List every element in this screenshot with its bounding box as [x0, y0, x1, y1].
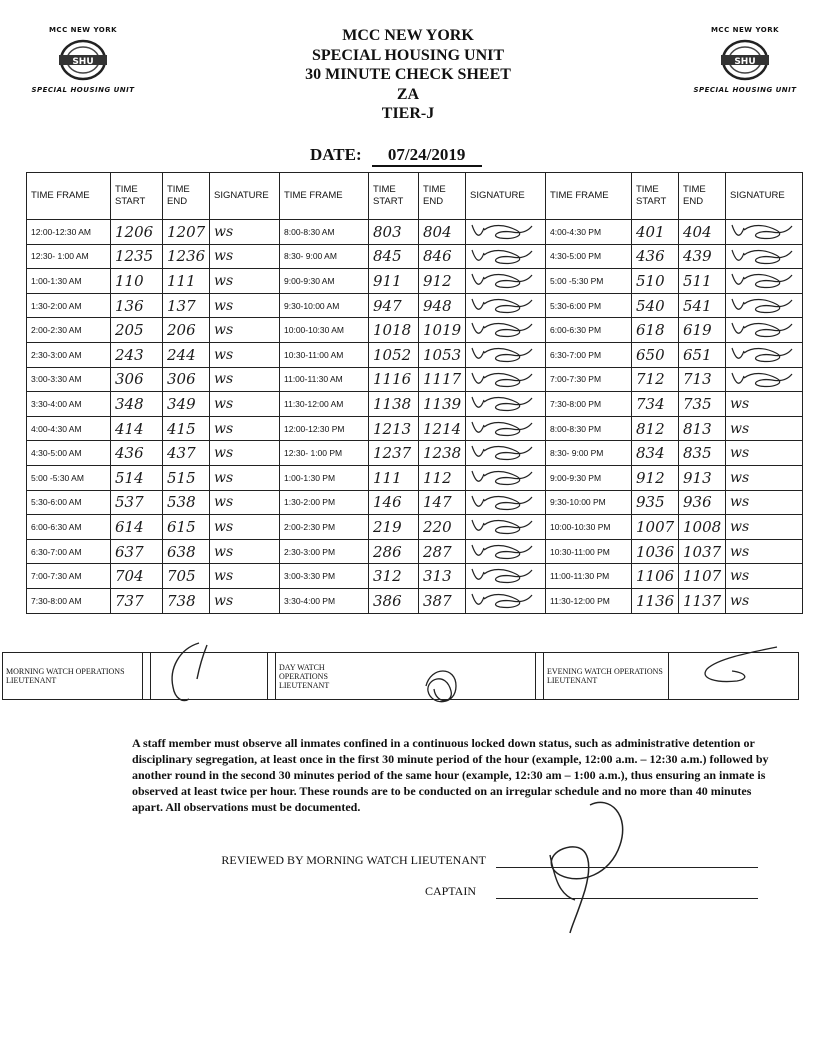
column-header: TIME FRAME: [546, 173, 632, 220]
signature-scribble-icon: [416, 661, 466, 711]
time-start-cell: 286: [369, 539, 419, 564]
column-header: SIGNATURE: [210, 173, 280, 220]
signature-scribble-icon: [470, 419, 536, 439]
signature-cell: [466, 564, 546, 589]
table-row: [27, 564, 803, 589]
signature-cell: [466, 465, 546, 490]
time-end-cell: 913: [679, 465, 726, 490]
time-frame-cell: 7:00-7:30 AM: [27, 564, 111, 589]
signature-scribble-icon: [470, 320, 536, 340]
time-frame-cell: 9:00-9:30 AM: [280, 269, 369, 294]
logo-top-text: MCC NEW YORK: [48, 26, 118, 34]
column-header: TIME END: [679, 173, 726, 220]
time-end-cell: 541: [679, 293, 726, 318]
time-end-cell: 1139: [419, 392, 466, 417]
time-start-cell: 947: [369, 293, 419, 318]
time-end-cell: 511: [679, 269, 726, 294]
signature-scribble-icon: [730, 345, 796, 365]
signature-cell: [726, 367, 803, 392]
signature-cell: ws: [726, 416, 803, 441]
signature-cell: ws: [726, 465, 803, 490]
time-start-cell: 912: [632, 465, 679, 490]
signature-cell: ws: [210, 564, 280, 589]
time-start-cell: 436: [632, 244, 679, 269]
time-start-cell: 312: [369, 564, 419, 589]
time-frame-cell: 3:30-4:00 AM: [27, 392, 111, 417]
time-start-cell: 1018: [369, 318, 419, 343]
signature-cell: [466, 293, 546, 318]
evening-watch-label: EVENING WATCH OPERATIONS LIEUTENANT: [544, 653, 669, 700]
time-frame-cell: 4:00-4:30 AM: [27, 416, 111, 441]
signature-scribble-icon: [730, 370, 796, 390]
time-end-cell: 1236: [163, 244, 210, 269]
signature-cell: ws: [210, 588, 280, 613]
time-frame-cell: 7:30-8:00 AM: [27, 588, 111, 613]
signature-scribble-icon: [470, 542, 536, 562]
date-label: DATE:: [310, 145, 362, 164]
signature-cell: ws: [210, 515, 280, 540]
time-start-cell: 436: [111, 441, 163, 466]
signature-cell: ws: [210, 392, 280, 417]
time-end-cell: 1137: [679, 588, 726, 613]
time-frame-cell: 5:30-6:00 PM: [546, 293, 632, 318]
time-frame-cell: 10:30-11:00 AM: [280, 342, 369, 367]
time-end-cell: 538: [163, 490, 210, 515]
evening-lieutenant-signature: [669, 653, 799, 700]
logo-bottom-text: SPECIAL HOUSING UNIT: [31, 86, 135, 94]
time-end-cell: 1019: [419, 318, 466, 343]
time-start-cell: 510: [632, 269, 679, 294]
lieutenant-signature-scribble-icon: [530, 795, 640, 935]
time-end-cell: 705: [163, 564, 210, 589]
signature-scribble-icon: [470, 222, 536, 242]
signature-cell: [726, 318, 803, 343]
time-frame-cell: 6:30-7:00 AM: [27, 539, 111, 564]
table-row: [27, 293, 803, 318]
column-header: TIME START: [111, 173, 163, 220]
time-frame-cell: 4:30-5:00 PM: [546, 244, 632, 269]
signature-scribble-icon: [159, 639, 219, 709]
time-end-cell: 415: [163, 416, 210, 441]
signature-cell: ws: [210, 318, 280, 343]
time-start-cell: 650: [632, 342, 679, 367]
column-header: TIME START: [369, 173, 419, 220]
column-header: SIGNATURE: [466, 173, 546, 220]
time-frame-cell: 9:30-10:00 PM: [546, 490, 632, 515]
time-start-cell: 834: [632, 441, 679, 466]
column-header: SIGNATURE: [726, 173, 803, 220]
signature-cell: [726, 220, 803, 245]
time-frame-cell: 7:00-7:30 PM: [546, 367, 632, 392]
time-start-cell: 1213: [369, 416, 419, 441]
signature-cell: [466, 244, 546, 269]
signature-scribble-icon: [730, 320, 796, 340]
signature-scribble-icon: [730, 247, 796, 267]
time-start-cell: 614: [111, 515, 163, 540]
table-row: [27, 515, 803, 540]
time-start-cell: 1138: [369, 392, 419, 417]
signature-cell: ws: [726, 490, 803, 515]
time-frame-cell: 11:30-12:00 AM: [280, 392, 369, 417]
reviewed-by-label: REVIEWED BY MORNING WATCH LIEUTENANT: [221, 853, 486, 867]
time-end-cell: 1117: [419, 367, 466, 392]
column-header: TIME END: [419, 173, 466, 220]
signature-scribble-icon: [470, 345, 536, 365]
shu-logo-left: [28, 26, 138, 94]
time-start-cell: 514: [111, 465, 163, 490]
signature-cell: ws: [210, 269, 280, 294]
time-start-cell: 1052: [369, 342, 419, 367]
time-end-cell: 244: [163, 342, 210, 367]
signature-cell: ws: [210, 416, 280, 441]
time-start-cell: 1007: [632, 515, 679, 540]
signature-scribble-icon: [470, 370, 536, 390]
time-frame-cell: 10:00-10:30 PM: [546, 515, 632, 540]
signature-cell: ws: [210, 539, 280, 564]
table-row: [27, 490, 803, 515]
signature-cell: [726, 269, 803, 294]
time-start-cell: 618: [632, 318, 679, 343]
signature-cell: ws: [210, 244, 280, 269]
signature-cell: [466, 416, 546, 441]
time-start-cell: 911: [369, 269, 419, 294]
time-start-cell: 1036: [632, 539, 679, 564]
time-end-cell: 912: [419, 269, 466, 294]
time-frame-cell: 5:00 -5:30 AM: [27, 465, 111, 490]
time-end-cell: 615: [163, 515, 210, 540]
time-frame-cell: 11:00-11:30 PM: [546, 564, 632, 589]
header-line-5: TIER-J: [381, 105, 435, 122]
time-start-cell: 1136: [632, 588, 679, 613]
signature-cell: [466, 539, 546, 564]
time-start-cell: 348: [111, 392, 163, 417]
time-end-cell: 404: [679, 220, 726, 245]
header-line-4: ZA: [396, 85, 420, 103]
time-frame-cell: 6:00-6:30 PM: [546, 318, 632, 343]
time-frame-cell: 8:30- 9:00 PM: [546, 441, 632, 466]
time-start-cell: 1237: [369, 441, 419, 466]
time-frame-cell: 2:00-2:30 PM: [280, 515, 369, 540]
time-end-cell: 147: [419, 490, 466, 515]
time-frame-cell: 2:00-2:30 AM: [27, 318, 111, 343]
time-start-cell: 205: [111, 318, 163, 343]
signature-scribble-icon: [470, 394, 536, 414]
signature-cell: ws: [210, 342, 280, 367]
time-start-cell: 537: [111, 490, 163, 515]
table-row: [27, 220, 803, 245]
time-start-cell: 712: [632, 367, 679, 392]
signature-scribble-icon: [470, 591, 536, 611]
time-start-cell: 540: [632, 293, 679, 318]
signature-scribble-icon: [470, 271, 536, 291]
time-frame-cell: 7:30-8:00 PM: [546, 392, 632, 417]
signature-scribble-icon: [470, 468, 536, 488]
time-frame-cell: 1:30-2:00 AM: [27, 293, 111, 318]
time-start-cell: 386: [369, 588, 419, 613]
time-start-cell: 704: [111, 564, 163, 589]
signature-cell: [466, 392, 546, 417]
table-row: [27, 539, 803, 564]
table-row: [27, 465, 803, 490]
signature-scribble-icon: [677, 639, 787, 699]
time-start-cell: 1116: [369, 367, 419, 392]
table-row: [27, 367, 803, 392]
signature-cell: ws: [210, 490, 280, 515]
svg-text:SHU: SHU: [734, 57, 756, 67]
time-frame-cell: 5:30-6:00 AM: [27, 490, 111, 515]
time-end-cell: 306: [163, 367, 210, 392]
time-frame-cell: 5:00 -5:30 PM: [546, 269, 632, 294]
time-frame-cell: 12:00-12:30 PM: [280, 416, 369, 441]
table-row: [27, 342, 803, 367]
date-row: [310, 145, 482, 167]
time-frame-cell: 8:00-8:30 PM: [546, 416, 632, 441]
time-end-cell: 1107: [679, 564, 726, 589]
morning-lieutenant-signature: [151, 653, 268, 700]
signature-cell: ws: [210, 367, 280, 392]
table-row: [27, 392, 803, 417]
date-value: 07/24/2019: [372, 145, 482, 167]
time-end-cell: 313: [419, 564, 466, 589]
shu-logo-right: [690, 26, 800, 94]
time-frame-cell: 1:00-1:30 AM: [27, 269, 111, 294]
signature-cell: [726, 293, 803, 318]
column-header: TIME END: [163, 173, 210, 220]
shu-badge-icon: [717, 37, 773, 83]
time-start-cell: 306: [111, 367, 163, 392]
sheet-header: [230, 26, 586, 124]
time-end-cell: 287: [419, 539, 466, 564]
time-start-cell: 401: [632, 220, 679, 245]
signature-cell: ws: [210, 220, 280, 245]
time-frame-cell: 12:30- 1:00 AM: [27, 244, 111, 269]
time-start-cell: 637: [111, 539, 163, 564]
lieutenant-sign-row: [2, 652, 799, 700]
time-start-cell: 734: [632, 392, 679, 417]
shu-badge-icon: [55, 37, 111, 83]
header-line-1: MCC NEW YORK: [342, 27, 474, 44]
time-start-cell: 803: [369, 220, 419, 245]
table-row: [27, 269, 803, 294]
time-start-cell: 219: [369, 515, 419, 540]
time-end-cell: 738: [163, 588, 210, 613]
logo-top-text: MCC NEW YORK: [710, 26, 780, 34]
column-header: TIME FRAME: [280, 173, 369, 220]
time-end-cell: 619: [679, 318, 726, 343]
time-end-cell: 137: [163, 293, 210, 318]
time-frame-cell: 1:30-2:00 PM: [280, 490, 369, 515]
time-frame-cell: 1:00-1:30 PM: [280, 465, 369, 490]
signature-cell: ws: [726, 515, 803, 540]
time-end-cell: 1207: [163, 220, 210, 245]
time-start-cell: 935: [632, 490, 679, 515]
time-end-cell: 349: [163, 392, 210, 417]
signature-cell: [466, 269, 546, 294]
table-row: [27, 416, 803, 441]
signature-cell: [466, 588, 546, 613]
time-end-cell: 638: [163, 539, 210, 564]
logo-bottom-text: SPECIAL HOUSING UNIT: [693, 86, 797, 94]
time-end-cell: 651: [679, 342, 726, 367]
signature-scribble-icon: [730, 296, 796, 316]
time-end-cell: 515: [163, 465, 210, 490]
signature-cell: [466, 367, 546, 392]
signature-scribble-icon: [470, 443, 536, 463]
signature-scribble-icon: [470, 493, 536, 513]
time-end-cell: 846: [419, 244, 466, 269]
time-start-cell: 1206: [111, 220, 163, 245]
time-frame-cell: 8:00-8:30 AM: [280, 220, 369, 245]
table-row: [27, 244, 803, 269]
time-end-cell: 713: [679, 367, 726, 392]
signature-scribble-icon: [470, 296, 536, 316]
time-frame-cell: 6:00-6:30 AM: [27, 515, 111, 540]
time-start-cell: 845: [369, 244, 419, 269]
captain-label: CAPTAIN: [424, 884, 476, 898]
time-frame-cell: 3:00-3:30 PM: [280, 564, 369, 589]
time-end-cell: 936: [679, 490, 726, 515]
time-end-cell: 387: [419, 588, 466, 613]
header-line-3: 30 MINUTE CHECK SHEET: [305, 66, 511, 83]
signature-cell: [466, 342, 546, 367]
time-frame-cell: 6:30-7:00 PM: [546, 342, 632, 367]
time-frame-cell: 11:30-12:00 PM: [546, 588, 632, 613]
time-end-cell: 220: [419, 515, 466, 540]
signature-scribble-icon: [470, 566, 536, 586]
time-end-cell: 439: [679, 244, 726, 269]
table-header-row: [27, 173, 803, 220]
table-row: [27, 441, 803, 466]
signature-scribble-icon: [470, 247, 536, 267]
column-header: TIME START: [632, 173, 679, 220]
time-frame-cell: 4:00-4:30 PM: [546, 220, 632, 245]
time-end-cell: 1214: [419, 416, 466, 441]
time-frame-cell: 2:30-3:00 PM: [280, 539, 369, 564]
signature-scribble-icon: [730, 222, 796, 242]
time-frame-cell: 8:30- 9:00 AM: [280, 244, 369, 269]
time-end-cell: 835: [679, 441, 726, 466]
time-frame-cell: 2:30-3:00 AM: [27, 342, 111, 367]
signature-cell: [726, 342, 803, 367]
signature-scribble-icon: [470, 517, 536, 537]
time-start-cell: 737: [111, 588, 163, 613]
time-frame-cell: 10:30-11:00 PM: [546, 539, 632, 564]
signature-cell: [466, 490, 546, 515]
time-end-cell: 1008: [679, 515, 726, 540]
time-start-cell: 1106: [632, 564, 679, 589]
time-end-cell: 813: [679, 416, 726, 441]
time-end-cell: 437: [163, 441, 210, 466]
signature-cell: ws: [726, 539, 803, 564]
table-row: [27, 318, 803, 343]
time-start-cell: 110: [111, 269, 163, 294]
time-end-cell: 1238: [419, 441, 466, 466]
signature-cell: ws: [726, 564, 803, 589]
morning-watch-label: MORNING WATCH OPERATIONS LIEUTENANT: [3, 653, 143, 700]
signature-cell: [726, 244, 803, 269]
signature-cell: ws: [726, 441, 803, 466]
time-frame-cell: 3:30-4:00 PM: [280, 588, 369, 613]
signature-cell: ws: [726, 392, 803, 417]
signature-cell: [466, 441, 546, 466]
time-frame-cell: 11:00-11:30 AM: [280, 367, 369, 392]
time-frame-cell: 9:00-9:30 PM: [546, 465, 632, 490]
header-line-2: SPECIAL HOUSING UNIT: [311, 46, 505, 64]
signature-cell: [466, 220, 546, 245]
time-frame-cell: 12:30- 1:00 PM: [280, 441, 369, 466]
time-frame-cell: 4:30-5:00 AM: [27, 441, 111, 466]
time-start-cell: 111: [369, 465, 419, 490]
table-row: [27, 588, 803, 613]
signature-cell: ws: [210, 465, 280, 490]
policy-text: A staff member must observe all inmates confined in a continuous locked down status, such as administrative detention or disciplinary segregation, at least once in the first 30 minute period of the hour (example, 12:00 a.m. – 12:30 a.m.) followed by another round in the second 30 minutes period of the same hour (example, 12:30 am – 1:00 a.m.), thus ensuring an inmate is observed at least twice per hour. These rounds are to be conducted on an irregular schedule and no more than 40 minutes apart. All observations must be documented.: [132, 736, 769, 814]
time-end-cell: 948: [419, 293, 466, 318]
day-watch-label: [276, 653, 536, 700]
time-end-cell: 206: [163, 318, 210, 343]
time-start-cell: 1235: [111, 244, 163, 269]
signature-cell: ws: [726, 588, 803, 613]
time-end-cell: 735: [679, 392, 726, 417]
time-start-cell: 136: [111, 293, 163, 318]
time-end-cell: 1053: [419, 342, 466, 367]
signature-cell: ws: [210, 441, 280, 466]
time-end-cell: 804: [419, 220, 466, 245]
time-frame-cell: 12:00-12:30 AM: [27, 220, 111, 245]
signature-cell: ws: [210, 293, 280, 318]
time-frame-cell: 10:00-10:30 AM: [280, 318, 369, 343]
check-sheet-table: [26, 172, 803, 614]
svg-text:SHU: SHU: [72, 57, 94, 67]
day-watch-text: DAY WATCH OPERATIONS LIEUTENANT: [279, 662, 330, 690]
time-end-cell: 111: [163, 269, 210, 294]
signature-cell: [466, 515, 546, 540]
time-frame-cell: 9:30-10:00 AM: [280, 293, 369, 318]
signature-cell: [466, 318, 546, 343]
time-start-cell: 812: [632, 416, 679, 441]
signature-scribble-icon: [730, 271, 796, 291]
time-end-cell: 1037: [679, 539, 726, 564]
time-start-cell: 414: [111, 416, 163, 441]
time-frame-cell: 3:00-3:30 AM: [27, 367, 111, 392]
column-header: TIME FRAME: [27, 173, 111, 220]
time-end-cell: 112: [419, 465, 466, 490]
time-start-cell: 146: [369, 490, 419, 515]
time-start-cell: 243: [111, 342, 163, 367]
